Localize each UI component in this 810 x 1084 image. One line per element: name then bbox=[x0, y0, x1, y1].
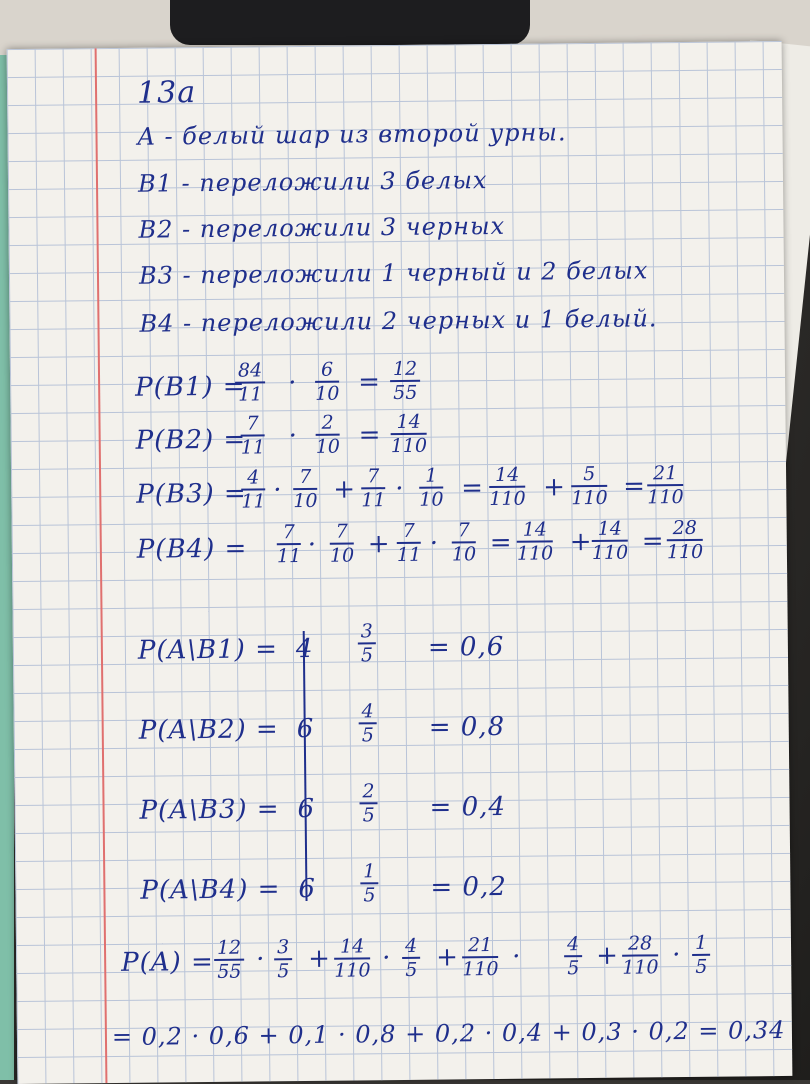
pab4-fraction: $\frac{1}{5}$ bbox=[360, 860, 379, 906]
final-calculation: = 0,2 · 0,6 + 0,1 · 0,8 + 0,2 · 0,4 + 0,3 · 0,2 = 0,34 bbox=[111, 1015, 786, 1052]
pa-dot-2: · bbox=[381, 943, 392, 974]
problem-title: 13а bbox=[136, 75, 197, 111]
pab2-left-value: 6 bbox=[296, 713, 315, 745]
pb1-fraction-2: $\frac{6}{10}$ bbox=[315, 358, 340, 405]
pa-dot-3: · bbox=[511, 941, 522, 972]
pb3-plus-2: + bbox=[543, 472, 567, 503]
pa-term-6: $\frac{4}{5}$ bbox=[564, 933, 583, 979]
pa-dot-4: · bbox=[671, 940, 682, 971]
pa-term-7: $\frac{28}{110}$ bbox=[622, 932, 659, 979]
pab1-decimal: = 0,6 bbox=[427, 631, 505, 663]
pa-dot-1: · bbox=[255, 944, 266, 975]
pa-term-8: $\frac{1}{5}$ bbox=[692, 932, 711, 978]
pab3-decimal: = 0,4 bbox=[429, 791, 507, 823]
pab2-label: P(A\B2) = bbox=[138, 714, 279, 746]
pab1-label: P(A\B1) = bbox=[137, 634, 279, 666]
pb2-dot: · bbox=[288, 421, 299, 452]
definition-b3: B3 - переложили 1 черный и 2 белых bbox=[138, 256, 649, 290]
pb1-equals: = bbox=[357, 367, 382, 398]
pab2-decimal: = 0,8 bbox=[428, 711, 506, 743]
vertical-divider bbox=[303, 631, 308, 901]
pab3-fraction: $\frac{2}{5}$ bbox=[359, 780, 378, 826]
pb1-result: $\frac{12}{55}$ bbox=[390, 358, 421, 404]
definition-b2: B2 - переложили 3 черных bbox=[138, 211, 506, 244]
pb4-result-1: $\frac{14}{110}$ bbox=[516, 518, 554, 565]
pb3-result: $\frac{21}{110}$ bbox=[647, 462, 684, 509]
pa-term-3: $\frac{14}{110}$ bbox=[334, 935, 371, 982]
pb4-result: $\frac{28}{110}$ bbox=[666, 516, 704, 564]
pb4-plus: + bbox=[367, 529, 391, 560]
pa-term-1: $\frac{12}{55}$ bbox=[214, 937, 245, 983]
pab1-left-value: 4 bbox=[295, 633, 314, 665]
pb4-fraction-3: $\frac{7}{11}$ bbox=[396, 519, 422, 567]
pa-term-4: $\frac{4}{5}$ bbox=[402, 935, 421, 981]
pb3-result-1: $\frac{14}{110}$ bbox=[489, 463, 526, 511]
definition-b4: B4 - переложили 2 черных и 1 белый. bbox=[139, 304, 658, 338]
pb4-equals-1: = bbox=[489, 527, 513, 559]
pb3-fraction-4: $\frac{1}{10}$ bbox=[419, 464, 444, 511]
pb4-result-2: $\frac{14}{110}$ bbox=[591, 517, 629, 564]
pb2-result: $\frac{14}{110}$ bbox=[390, 410, 428, 458]
pab4-decimal: = 0,2 bbox=[430, 871, 507, 903]
pb1-dot: · bbox=[287, 368, 298, 399]
notebook-page bbox=[7, 41, 793, 1084]
pb3-label: P(B3) = bbox=[136, 478, 247, 510]
pb3-equals-1: = bbox=[461, 473, 485, 504]
definition-a: A - белый шар из второй урны. bbox=[137, 118, 567, 151]
pab2-fraction: $\frac{4}{5}$ bbox=[358, 700, 377, 746]
pb3-fraction-3: $\frac{7}{11}$ bbox=[361, 465, 386, 512]
pb4-dot-1: · bbox=[307, 529, 318, 560]
pb4-dot-2: · bbox=[429, 528, 440, 559]
pb3-equals-2: = bbox=[623, 471, 647, 502]
pb4-fraction-4: $\frac{7}{10}$ bbox=[451, 519, 477, 566]
definition-b1: B1 - переложили 3 белых bbox=[137, 166, 488, 198]
pab4-left-value: 6 bbox=[298, 873, 317, 905]
pb3-result-2: $\frac{5}{110}$ bbox=[571, 462, 608, 510]
pb3-dot-1: · bbox=[273, 475, 283, 506]
pb1-fraction-1: $\frac{84}{11}$ bbox=[235, 359, 266, 405]
pb4-label: P(B4) = bbox=[136, 533, 248, 565]
pb2-label: P(B2) = bbox=[135, 424, 247, 456]
pab3-left-value: 6 bbox=[297, 793, 316, 825]
pa-label: P(A) = bbox=[121, 946, 214, 978]
pb4-plus-2: + bbox=[569, 526, 593, 558]
pab3-label: P(A\B3) = bbox=[139, 794, 280, 826]
background-dark-object bbox=[170, 0, 530, 45]
pb4-fraction-1: $\frac{7}{11}$ bbox=[276, 521, 302, 568]
pa-plus-1: + bbox=[307, 943, 332, 974]
pb3-fraction-1: $\frac{4}{11}$ bbox=[241, 466, 266, 513]
pa-term-5: $\frac{21}{110}$ bbox=[462, 934, 499, 981]
pa-plus-3: + bbox=[595, 940, 620, 971]
pb3-fraction-2: $\frac{7}{10}$ bbox=[293, 465, 318, 513]
pa-plus-2: + bbox=[435, 942, 460, 973]
pab4-label: P(A\B4) = bbox=[140, 874, 281, 906]
margin-line bbox=[95, 48, 108, 1083]
pa-term-2: $\frac{3}{5}$ bbox=[274, 936, 293, 982]
pb2-equals: = bbox=[358, 420, 382, 451]
pb3-plus: + bbox=[333, 474, 357, 505]
pab1-fraction: $\frac{3}{5}$ bbox=[358, 620, 377, 666]
pb3-dot-2: · bbox=[395, 473, 405, 505]
pb2-fraction-2: $\frac{2}{10}$ bbox=[315, 411, 341, 458]
pb1-label: P(B1) = bbox=[134, 371, 246, 403]
pb2-fraction-1: $\frac{7}{11}$ bbox=[240, 412, 266, 459]
pb4-equals-2: = bbox=[641, 526, 665, 557]
pb4-fraction-2: $\frac{7}{10}$ bbox=[329, 520, 355, 567]
